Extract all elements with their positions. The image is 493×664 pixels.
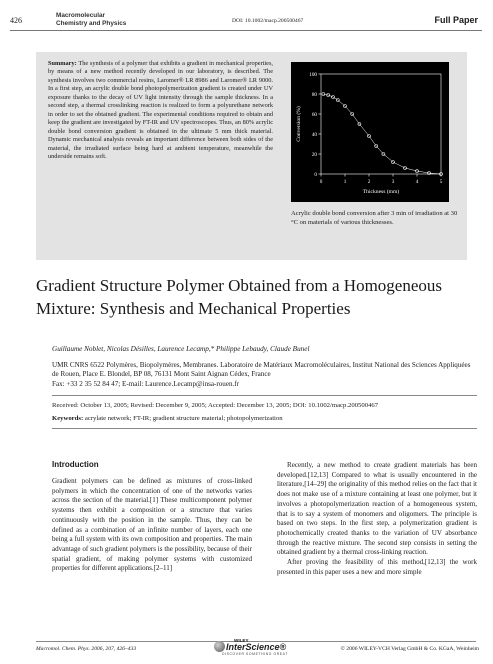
y-tick-label: 60 [311, 111, 317, 118]
x-tick-label: 3 [391, 179, 395, 185]
section-label: Full Paper [434, 15, 478, 25]
page-header [10, 8, 482, 32]
paragraph: Gradient polymers can be defined as mixtures of cross-linked polymers in which the concentration of one of the networks varies across the section of the material.[1] These multicomponent polymer systems then exhibit a composition or a structure that varies continuously with the position in the sample. Thus, they can be defined as a combination of an infinite number of layers, each one being a full system with its own composition and properties. The main advantage of such gradient polymers is the possibility, because of their spatial gradient, of making polymer systems with customized properties for different applications.[2–11] [52, 477, 252, 573]
affiliation-contact: Fax: +33 2 35 52 84 47; E-mail: Laurence.Lecamp@insa-rouen.fr [52, 379, 240, 388]
x-axis-label: Thickness (mm) [362, 189, 400, 195]
paragraph: After proving the feasibility of this method,[12,13] the work presented in this paper uses a new and more simple [277, 558, 477, 576]
affiliation-address: UMR CNRS 6522 Polymères, Biopolymères, Membranes. Laboratoire de Matériaux Macromoléculaires, Institut National des Sciences Appliquées de Rouen, Place E. Blondel, BP 08, 76131 Mont Saint Aignan Cédex, France [52, 361, 471, 379]
header-divider [10, 30, 482, 31]
y-tick-label: 40 [311, 131, 317, 138]
x-tick-label: 1 [343, 179, 347, 185]
paragraph: Recently, a new method to create gradient materials has been developed.[12,13] Compared to what is usually encountered in the literature,[14–29] the originality of this method relies on the fact that it does not make use of a mixture containing at least one polymer, but it involves a photopolymerization reaction of a homogeneous system, that is to say a system of monomers and oligomers. The principle is based on two steps. In the first step, a polymerization gradient is photochemically created thanks to the variation of UV absorbance through the reactive mixture. The second step consists in setting the obtained gradient by a thermal cross-linking reaction. [277, 461, 477, 557]
page-number: 426 [10, 16, 22, 25]
received-dates: Received: October 13, 2005; Revised: December 9, 2005; Accepted: December 13, 2005; DOI: 10.1002/macp.200500467 [52, 402, 379, 409]
logo-tagline: DISCOVER SOMETHING GREAT [222, 652, 288, 656]
journal-name-line1: Macromolecular [56, 12, 106, 19]
conversion-chart [291, 62, 449, 202]
y-axis-label: Conversion (%) [296, 106, 302, 142]
affiliation [52, 361, 477, 389]
summary-figure [291, 62, 449, 202]
x-tick-label: 5 [439, 179, 443, 185]
section-heading-introduction: Introduction [52, 460, 99, 469]
keywords-list: acrylate network; FT-IR; gradient structure material; photopolymerization [84, 415, 283, 422]
x-tick-label: 2 [367, 179, 371, 185]
header-doi: DOI: 10.1002/macp.200500467 [232, 18, 304, 24]
footer-copyright: © 2006 WILEY-VCH Verlag GmbH & Co. KGaA, Weinheim [340, 646, 479, 652]
y-tick-label: 0 [314, 171, 317, 178]
journal-name-line2: Chemistry and Physics [56, 20, 127, 27]
divider-bottom [52, 428, 477, 429]
plot-frame [321, 74, 441, 174]
journal-name [56, 12, 126, 28]
y-tick-label: 100 [309, 71, 317, 78]
keywords [52, 415, 477, 422]
data-line [323, 94, 441, 174]
logo-wiley-text: WILEY [234, 638, 249, 643]
x-tick-label: 4 [415, 179, 419, 185]
article-title: Gradient Structure Polymer Obtained from a Homogeneous Mixture: Synthesis and Mechanical Properties [36, 276, 443, 318]
divider-top [52, 395, 477, 396]
interscience-logo [212, 638, 298, 658]
summary-label: Summary: [48, 60, 77, 67]
y-tick-label: 80 [311, 91, 317, 98]
y-tick-label: 20 [311, 151, 317, 158]
author-list: Guillaume Noblet, Nicolas Désilles, Laurence Lecamp,* Philippe Lebaudy, Claude Bunel [52, 345, 310, 353]
x-tick-label: 0 [319, 179, 323, 185]
summary-body: The synthesis of a polymer that exhibits a gradient in mechanical properties, by means of a new method recently developed in our laboratory, is described. The synthesis involves two commercial resins, Laromer® LR 8986 and Laromer® LR 9000. In a first step, an acrylic double bond photopolymerization gradient is created under UV exposure thanks to the decay of UV light intensity through the sample thickness. In a second step, a thermal crosslinking reaction is realized to form a polyurethane network in order to set the obtained gradient. The experimental conditions required to obtain and keep the gradient are investigated by FT-IR and UV spectroscopes. Thus, an 80% acrylic double bond conversion gradient is obtained in the ultimate 5 mm thick material. Dynamic mechanical analysis reveals an important difference between both sides of the material, the irradiated surface being hard at ambient temperature, meanwhile the underside remains soft. [48, 60, 273, 160]
body-column-right [277, 461, 477, 577]
logo-main-text: InterScience® [226, 642, 287, 652]
body-column-left [52, 477, 252, 574]
summary-text [48, 60, 273, 161]
globe-icon [214, 641, 225, 652]
keywords-label: Keywords: [52, 415, 84, 422]
footer-citation: Macromol. Chem. Phys. 2006, 207, 426–433 [36, 646, 137, 652]
figure-caption: Acrylic double bond conversion after 3 min of irradiation at 30 °C on materials of various thicknesses. [291, 210, 458, 226]
summary-box [36, 52, 467, 260]
